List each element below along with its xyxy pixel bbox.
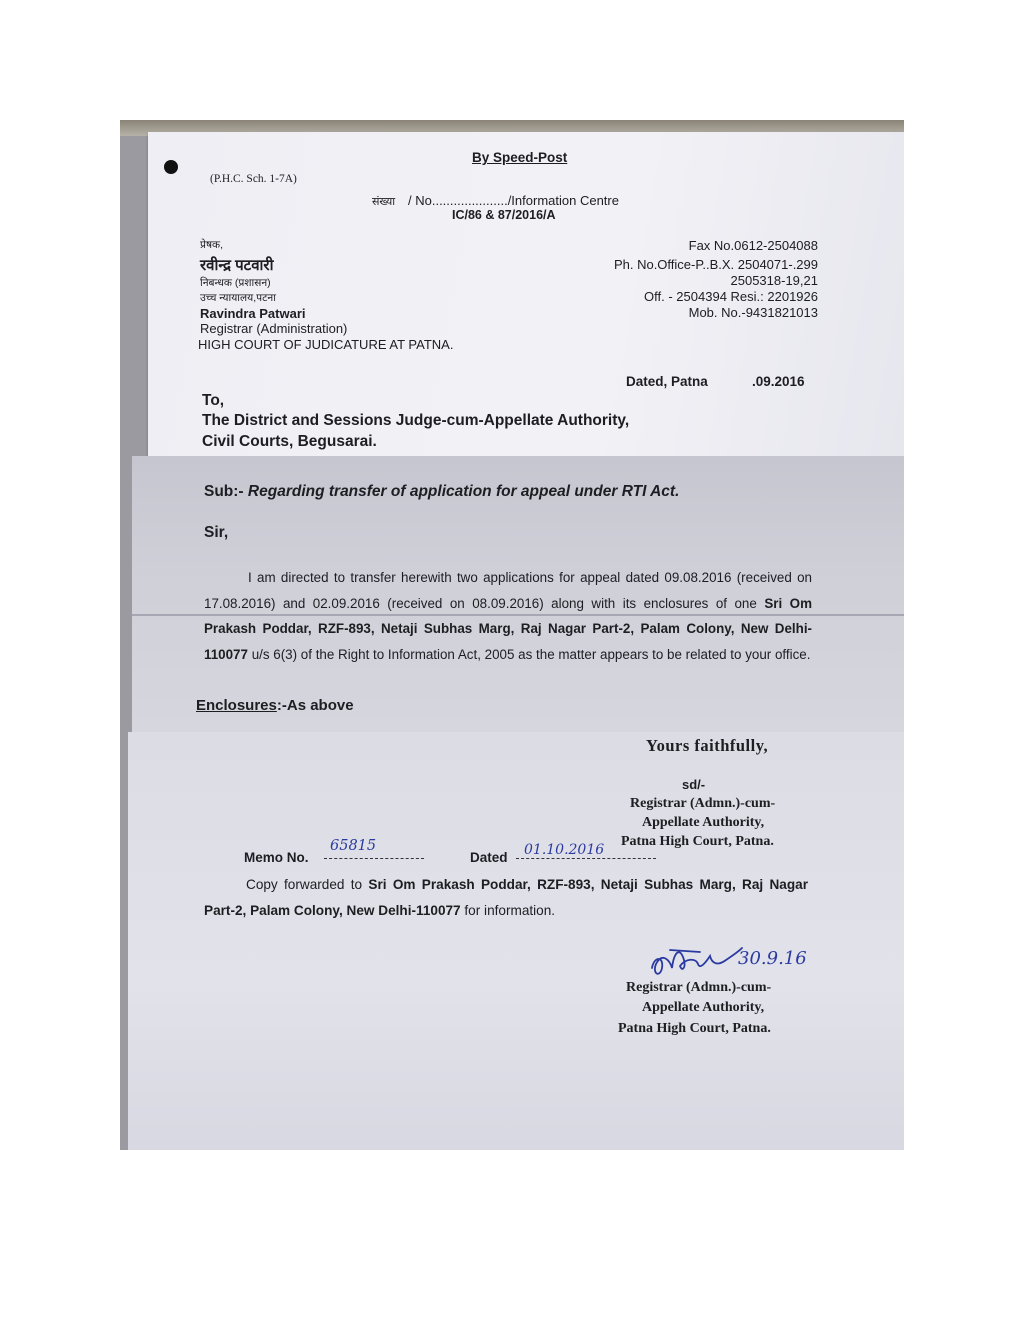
sender-title-hindi: निबन्धक (प्रशासन) xyxy=(200,277,271,289)
recipient-line2: Civil Courts, Begusarai. xyxy=(202,433,377,450)
memo-date-handwritten: 01.10.2016 xyxy=(524,842,605,858)
memo-date-underline xyxy=(516,858,656,859)
recipient-line1: The District and Sessions Judge-cum-Appellate Authority, xyxy=(202,412,630,429)
memo-dated-label: Dated xyxy=(470,850,508,865)
signatory-line2: Appellate Authority, xyxy=(642,815,765,830)
memo-label: Memo No. xyxy=(244,850,309,865)
signatory-line1: Registrar (Admn.)-cum- xyxy=(630,796,776,811)
subject-line xyxy=(204,483,679,501)
punch-hole-mark xyxy=(164,160,178,174)
subject-label: Sub:- xyxy=(204,483,244,500)
to-label: To, xyxy=(202,392,225,409)
form-code: (P.H.C. Sch. 1-7A) xyxy=(210,173,297,185)
sender-court: HIGH COURT OF JUDICATURE AT PATNA. xyxy=(198,337,454,352)
memo-underline xyxy=(324,858,424,859)
sender-name: Ravindra Patwari xyxy=(200,306,306,321)
phone-office: Ph. No.Office-P..B.X. 2504071-.299 xyxy=(613,257,818,272)
signature-date: 30.9.16 xyxy=(738,948,807,969)
copy-suffix: for information. xyxy=(464,902,556,918)
signatory2-line3: Patna High Court, Patna. xyxy=(618,1021,771,1036)
dispatch-mode: By Speed-Post xyxy=(472,150,568,165)
phone-office-2: 2505318-19,21 xyxy=(730,273,818,288)
mobile-number: Mob. No.-9431821013 xyxy=(688,305,818,320)
ref-prefix-hindi: संख्या xyxy=(372,196,396,208)
dated-label: Dated, Patna xyxy=(626,374,708,389)
body-bold-name: Sri Om Prakash Poddar, RZF-893, Netaji Subhas Marg, Raj Nagar Part-2, Palam Colony, New Delhi-110077 xyxy=(204,595,812,662)
copy-bold-name: Sri Om Prakash Poddar, RZF-893, Netaji Subhas Marg, Raj Nagar Part-2, Palam Colony, New Delhi-110077 xyxy=(204,877,809,918)
subject-text: Regarding transfer of application for appeal under RTI Act. xyxy=(247,483,680,500)
sender-name-hindi: रवीन्द्र पटवारी xyxy=(200,257,274,274)
salutation: Sir, xyxy=(204,524,229,541)
sender-court-hindi: उच्च न्यायालय,पटना xyxy=(200,292,276,304)
body-part2: u/s 6(3) of the Right to Information Act, 2005 as the matter appears to be related to your office. xyxy=(251,646,811,662)
enclosures-line xyxy=(196,697,354,714)
closing-phrase: Yours faithfully, xyxy=(646,736,769,755)
copy-prefix: Copy forwarded to xyxy=(246,877,363,892)
dated-value: .09.2016 xyxy=(752,374,805,389)
signatory2-line2: Appellate Authority, xyxy=(642,1000,765,1015)
reference-number: IC/86 & 87/2016/A xyxy=(452,208,556,222)
signatory2-line1: Registrar (Admn.)-cum- xyxy=(626,980,772,995)
fax-number: Fax No.0612-2504088 xyxy=(688,238,818,253)
memo-number-handwritten: 65815 xyxy=(330,838,377,854)
body-part1: I am directed to transfer herewith two applications for appeal dated 09.08.2016 (received on 17.08.2016) and 02.09.2016 (received on 08.09.2016) along with its enclosures of one xyxy=(204,570,812,611)
copy-forwarded xyxy=(204,872,808,923)
phone-off-resi: Off. - 2504394 Resi.: 2201926 xyxy=(644,289,818,304)
sender-title: Registrar (Administration) xyxy=(200,321,348,336)
sd-mark: sd/- xyxy=(682,777,706,792)
signatory-line3: Patna High Court, Patna. xyxy=(621,834,774,849)
body-paragraph xyxy=(204,565,812,667)
reference-line: / No...................../Information Centre xyxy=(408,193,619,208)
enclosures-label: Enclosures xyxy=(196,697,277,714)
enclosures-value: :-As above xyxy=(276,697,354,714)
sender-label-hindi: प्रेषक, xyxy=(200,239,224,251)
